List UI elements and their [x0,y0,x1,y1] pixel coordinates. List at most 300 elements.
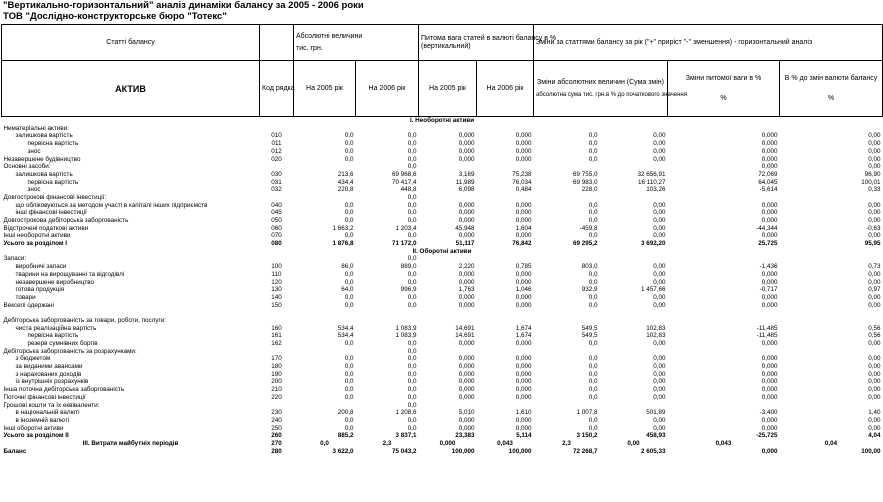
cell-value: 0,0 [344,209,354,217]
row-label: залишкова вартість [15,132,73,140]
cell-value: 0,000 [761,278,778,286]
cell-value: 448,8 [400,186,417,194]
header-code: Код рядка [260,61,294,117]
cell-value: 0,0 [344,217,354,225]
table-row [2,163,883,171]
cell-value: 0,00 [653,155,666,163]
cell-value: 0,000 [458,424,475,432]
cell-value: 0,00 [653,393,666,401]
table-row [2,309,883,317]
cell-value: 0,000 [515,301,532,309]
row-label: незавершене виробництво [15,278,95,286]
cell-value: 4,04 [868,432,881,440]
cell-value: 0,000 [515,378,532,386]
cell-value: 0,00 [627,439,640,447]
cell-value: 0,000 [458,293,475,301]
cell-value: 1,046 [515,286,532,294]
row-label: первісна вартість [27,140,79,148]
row-label: Нематеріальні активи: [3,124,69,132]
cell-value: 0,043 [497,439,513,447]
cell-value: 549,5 [581,324,598,332]
table-row [2,394,883,402]
row-label: знос [27,186,41,194]
table-row [2,363,883,371]
table-row [2,302,883,310]
cell-value: 72 268,7 [573,447,598,455]
cell-value [780,309,883,317]
cell-value: 0,000 [761,217,778,225]
row-code: 170 [271,355,282,363]
cell-value: 0,0 [344,140,354,148]
row-label: Баланс [3,447,27,455]
cell-value: 69 983,0 [573,178,598,186]
cell-value [600,401,668,409]
row-label: товари [15,293,36,301]
cell-value: 0,0 [588,370,598,378]
cell-value: 0,56 [868,332,881,340]
cell-value [477,317,534,325]
cell-value: 25,725 [758,240,778,248]
cell-value: 0,000 [515,155,532,163]
cell-value: 0,000 [761,340,778,348]
header-asset: АКТИВ [2,61,260,117]
row-code: 080 [271,240,282,248]
table-row [2,332,883,340]
cell-value [668,309,780,317]
row-label: І. Необоротні активи [409,117,475,125]
header-pw-change: Зміни питомої ваги в % % [668,61,780,117]
cell-value: 0,00 [868,217,881,225]
cell-value [419,255,477,263]
cell-value: 0,0 [344,424,354,432]
cell-value: 996,9 [400,286,417,294]
cell-value: 0,56 [868,324,881,332]
cell-value: 0,000 [515,270,532,278]
cell-value [600,194,668,202]
cell-value: 0,0 [407,147,417,155]
cell-value: 0,0 [407,378,417,386]
row-code [260,125,294,133]
header-articles: Статті балансу [2,25,260,61]
cell-value: 0,0 [407,163,417,171]
header-specific-weight: Питома вага статей в валюті балансу в % (вертикальний) [419,25,534,61]
cell-value: 0,0 [344,386,354,394]
cell-value: 0,00 [868,140,881,148]
cell-value: 803,0 [581,263,598,271]
cell-value: 0,97 [868,286,881,294]
cell-value: 71 172,0 [391,240,417,248]
cell-value: 0,04 [824,439,838,447]
cell-value: 0,000 [458,201,475,209]
cell-value: 0,0 [344,393,354,401]
cell-value: 0,0 [588,386,598,394]
row-label: ІІ. Оборотні активи [412,247,472,255]
cell-value: 1 083,9 [395,332,417,340]
row-label: Поточні фінансові інвестиції [3,393,86,401]
row-code: 200 [271,378,282,386]
cell-value: 45,948 [455,224,475,232]
row-label: Усього за розділом ІІ [3,432,69,440]
cell-value: 0,0 [407,393,417,401]
cell-value: 0,000 [515,355,532,363]
cell-value: 96,90 [864,170,881,178]
cell-value: 0,0 [588,132,598,140]
cell-value: 0,000 [761,447,778,455]
cell-value [534,317,600,325]
row-code: 040 [271,201,282,209]
row-code: 100 [271,263,282,271]
cell-value: 76,034 [512,178,532,186]
table-row [2,263,883,271]
cell-value: 1 208,6 [395,409,417,417]
row-label: Відстрочені податкові активи [3,224,89,232]
cell-value: 0,0 [344,278,354,286]
row-code: 250 [271,424,282,432]
cell-value: 0,000 [761,424,778,432]
cell-value: 0,00 [868,209,881,217]
cell-value: 0,00 [868,416,881,424]
row-label: знос [27,147,41,155]
cell-value: 0,00 [653,378,666,386]
cell-value: 534,4 [337,324,354,332]
cell-value: 0,0 [407,270,417,278]
cell-value: 0,0 [407,424,417,432]
row-code: 140 [271,293,282,301]
cell-value: 0,000 [515,278,532,286]
cell-value [294,348,356,356]
table-row [2,401,883,409]
cell-value: 0,000 [761,132,778,140]
row-label: первісна вартість [27,178,79,186]
cell-value [780,401,883,409]
cell-value: 1 457,66 [641,286,666,294]
cell-value: 0,000 [761,140,778,148]
cell-value [477,125,534,133]
header-share-total: В % до змін валюти балансу % [780,61,883,117]
cell-value [534,125,600,133]
cell-value [668,194,780,202]
cell-value: 0,0 [407,363,417,371]
cell-value: 0,000 [458,140,475,148]
cell-value: 1,610 [515,409,532,417]
cell-value: 0,00 [868,278,881,286]
header-changes: Зміни за статтями балансу за рік ("+" приріст "-" зменшення) - горизонтальний аналіз [534,25,883,61]
cell-value: 0,0 [344,232,354,240]
cell-value [780,194,883,202]
cell-value [477,309,534,317]
cell-value: 0,000 [761,370,778,378]
cell-value: 0,00 [868,393,881,401]
cell-value: 3,169 [458,170,475,178]
cell-value: 0,0 [407,347,417,355]
cell-value: 0,000 [458,355,475,363]
cell-value: 1 007,8 [576,409,598,417]
cell-value: 0,0 [588,416,598,424]
row-code: 190 [271,370,282,378]
row-code: 060 [271,224,282,232]
section-row [2,440,883,448]
row-code: 130 [271,286,282,294]
cell-value: -44,344 [756,224,778,232]
cell-value: 0,000 [515,386,532,394]
table-row [2,325,883,333]
cell-value: 0,0 [407,401,417,409]
cell-value [780,255,883,263]
cell-value: 1 203,4 [395,224,417,232]
cell-value: 0,00 [868,370,881,378]
cell-value: 0,00 [868,378,881,386]
cell-value [534,401,600,409]
cell-value [477,348,534,356]
cell-value: 3 622,0 [332,447,354,455]
cell-value [534,255,600,263]
row-label: готова продукція [15,286,65,294]
cell-value: 932,9 [581,286,598,294]
cell-value: 1 876,8 [332,240,354,248]
cell-value: 0,0 [588,363,598,371]
row-code: 280 [271,447,282,455]
cell-value: -0,63 [866,224,881,232]
cell-value: 0,0 [588,355,598,363]
cell-value: 0,0 [344,270,354,278]
cell-value: 0,0 [588,378,598,386]
cell-value: 72,069 [758,170,778,178]
cell-value [419,194,477,202]
cell-value: 0,000 [761,301,778,309]
cell-value: 0,00 [868,293,881,301]
cell-value [356,317,419,325]
cell-value: 0,484 [515,186,532,194]
cell-value: 200,8 [337,409,354,417]
cell-value: 14,691 [455,324,475,332]
cell-value [477,401,534,409]
cell-value: 0,0 [344,355,354,363]
table-row [2,355,883,363]
table-row [2,294,883,302]
cell-value [356,309,419,317]
table-row [2,232,883,240]
cell-value [419,317,477,325]
cell-value [294,317,356,325]
cell-value: 0,000 [515,293,532,301]
row-code [260,401,294,409]
cell-value: 0,0 [588,217,598,225]
cell-value: 0,000 [458,416,475,424]
table-row [2,225,883,233]
cell-value: 0,33 [868,186,881,194]
cell-value: 0,0 [344,293,354,301]
cell-value: 0,000 [761,386,778,394]
cell-value: 64,045 [758,178,778,186]
cell-value: 0,000 [458,301,475,309]
cell-value [780,348,883,356]
cell-value: 69 295,2 [573,240,598,248]
cell-value: 0,0 [344,378,354,386]
cell-value: 0,00 [653,424,666,432]
cell-value: 0,0 [407,193,417,201]
cell-value [668,401,780,409]
cell-value: -3,400 [759,409,778,417]
cell-value: 11,989 [455,178,475,186]
cell-value: 0,00 [653,355,666,363]
cell-value: 0,0 [407,140,417,148]
cell-value: 2,220 [458,263,475,271]
cell-value: 0,000 [761,293,778,301]
row-label [2,309,260,317]
cell-value: 0,000 [515,416,532,424]
table-row [2,132,883,140]
cell-value: 0,0 [588,232,598,240]
cell-value: 889,0 [400,263,417,271]
cell-value: 549,5 [581,332,598,340]
cell-value: 1,40 [868,409,881,417]
row-label: виробничі запаси [15,263,67,271]
cell-value: 0,0 [407,416,417,424]
cell-value [780,125,883,133]
cell-value: 0,000 [458,270,475,278]
cell-value: 0,0 [588,340,598,348]
row-code: 150 [271,301,282,309]
row-label: з бюджетом [15,355,51,363]
cell-value: 5,114 [516,432,532,440]
table-row [2,194,883,202]
row-label: Інші необоротні активи [3,232,71,240]
section-row [2,117,883,125]
table-row [2,448,883,456]
cell-value: 0,0 [344,147,354,155]
header-abs-values: Абсолютні величини тис. грн. [294,25,419,61]
cell-value: 0,00 [868,163,881,171]
table-row [2,417,883,425]
cell-value: 0,000 [761,355,778,363]
cell-value: 0,000 [515,132,532,140]
cell-value: 5,010 [458,409,475,417]
cell-value: 3 150,2 [576,432,598,440]
row-code: 270 [271,439,282,447]
header-y2005: На 2005 рік [294,61,356,117]
table-row [2,317,883,325]
cell-value: 0,000 [761,363,778,371]
cell-value: 1 663,2 [332,224,354,232]
cell-value: 0,000 [458,232,475,240]
row-code [260,194,294,202]
cell-value: 0,00 [653,147,666,155]
cell-value: 0,00 [868,270,881,278]
row-code: 070 [271,232,282,240]
cell-value: 1,604 [515,224,532,232]
cell-value: 0,000 [515,209,532,217]
cell-value: 0,000 [515,147,532,155]
cell-value: 95,95 [864,240,881,248]
cell-value: 23,383 [455,432,475,440]
row-label: інші фінансові інвестиції [15,209,87,217]
cell-value: 0,0 [407,132,417,140]
row-label: Довгострокова дебіторська заборгованість [3,217,129,225]
cell-value: 0,0 [588,278,598,286]
row-label: Інша поточна дебіторська заборгованість [3,386,125,394]
cell-value: 0,000 [458,370,475,378]
row-label: Інші оборотні активи [3,424,64,432]
table-row [2,217,883,225]
row-label: Усього за розділом І [3,240,67,248]
cell-value: 0,0 [588,301,598,309]
cell-value: 0,00 [653,416,666,424]
cell-value: 0,00 [653,386,666,394]
cell-value: 6,098 [458,186,475,194]
cell-value: 51,117 [455,240,475,248]
cell-value: 0,0 [588,147,598,155]
row-label: чиста реалізаційна вартість [15,324,97,332]
cell-value: 2 605,33 [641,447,666,455]
cell-value [534,163,600,171]
cell-value: 0,000 [761,155,778,163]
table-row [2,125,883,133]
cell-value: 0,0 [407,155,417,163]
cell-value: 75 043,2 [391,447,417,455]
cell-value: 0,00 [653,201,666,209]
table-row [2,155,883,163]
cell-value [294,309,356,317]
row-label: Запаси: [3,255,27,263]
cell-value [668,317,780,325]
cell-value: 0,00 [653,301,666,309]
cell-value: 0,785 [515,263,532,271]
cell-value: 501,89 [646,409,666,417]
cell-value: 0,00 [653,224,666,232]
table-row [2,371,883,379]
row-label: в національній валюті [15,409,80,417]
cell-value: -459,8 [579,224,598,232]
cell-value [600,317,668,325]
cell-value: 534,4 [337,332,354,340]
cell-value: 100,000 [508,447,532,455]
cell-value: 0,0 [407,370,417,378]
cell-value [600,125,668,133]
row-label: тварини на вирощуванні та відгодівлі [15,270,125,278]
cell-value: 0,0 [344,301,354,309]
cell-value [356,125,419,133]
row-code [260,255,294,263]
cell-value: 0,0 [407,340,417,348]
cell-value: 0,000 [515,140,532,148]
row-code [260,348,294,356]
cell-value [294,125,356,133]
table-row [2,271,883,279]
cell-value [600,309,668,317]
cell-value: 0,0 [407,386,417,394]
cell-value: 0,73 [868,263,881,271]
row-label: Грошові кошти та їх еквіваленти: [3,401,100,409]
cell-value: 0,0 [344,416,354,424]
cell-value [419,401,477,409]
row-label: в іноземній валюті [15,416,70,424]
cell-value: 0,000 [761,232,778,240]
cell-value: 0,000 [458,363,475,371]
cell-value: 103,26 [646,186,666,194]
company-name: ТОВ "Дослідно-конструкторське бюро "Тотекс" [3,11,227,22]
row-code: 045 [271,209,282,217]
cell-value: 76,842 [512,240,532,248]
cell-value: 0,000 [515,232,532,240]
cell-value: 0,000 [458,393,475,401]
cell-value: 0,0 [407,301,417,309]
cell-value: 220,8 [337,186,354,194]
cell-value: 100,000 [451,447,475,455]
row-code: 030 [271,170,282,178]
cell-value: 0,00 [653,217,666,225]
cell-value: 64,0 [341,286,354,294]
table-row [2,140,883,148]
